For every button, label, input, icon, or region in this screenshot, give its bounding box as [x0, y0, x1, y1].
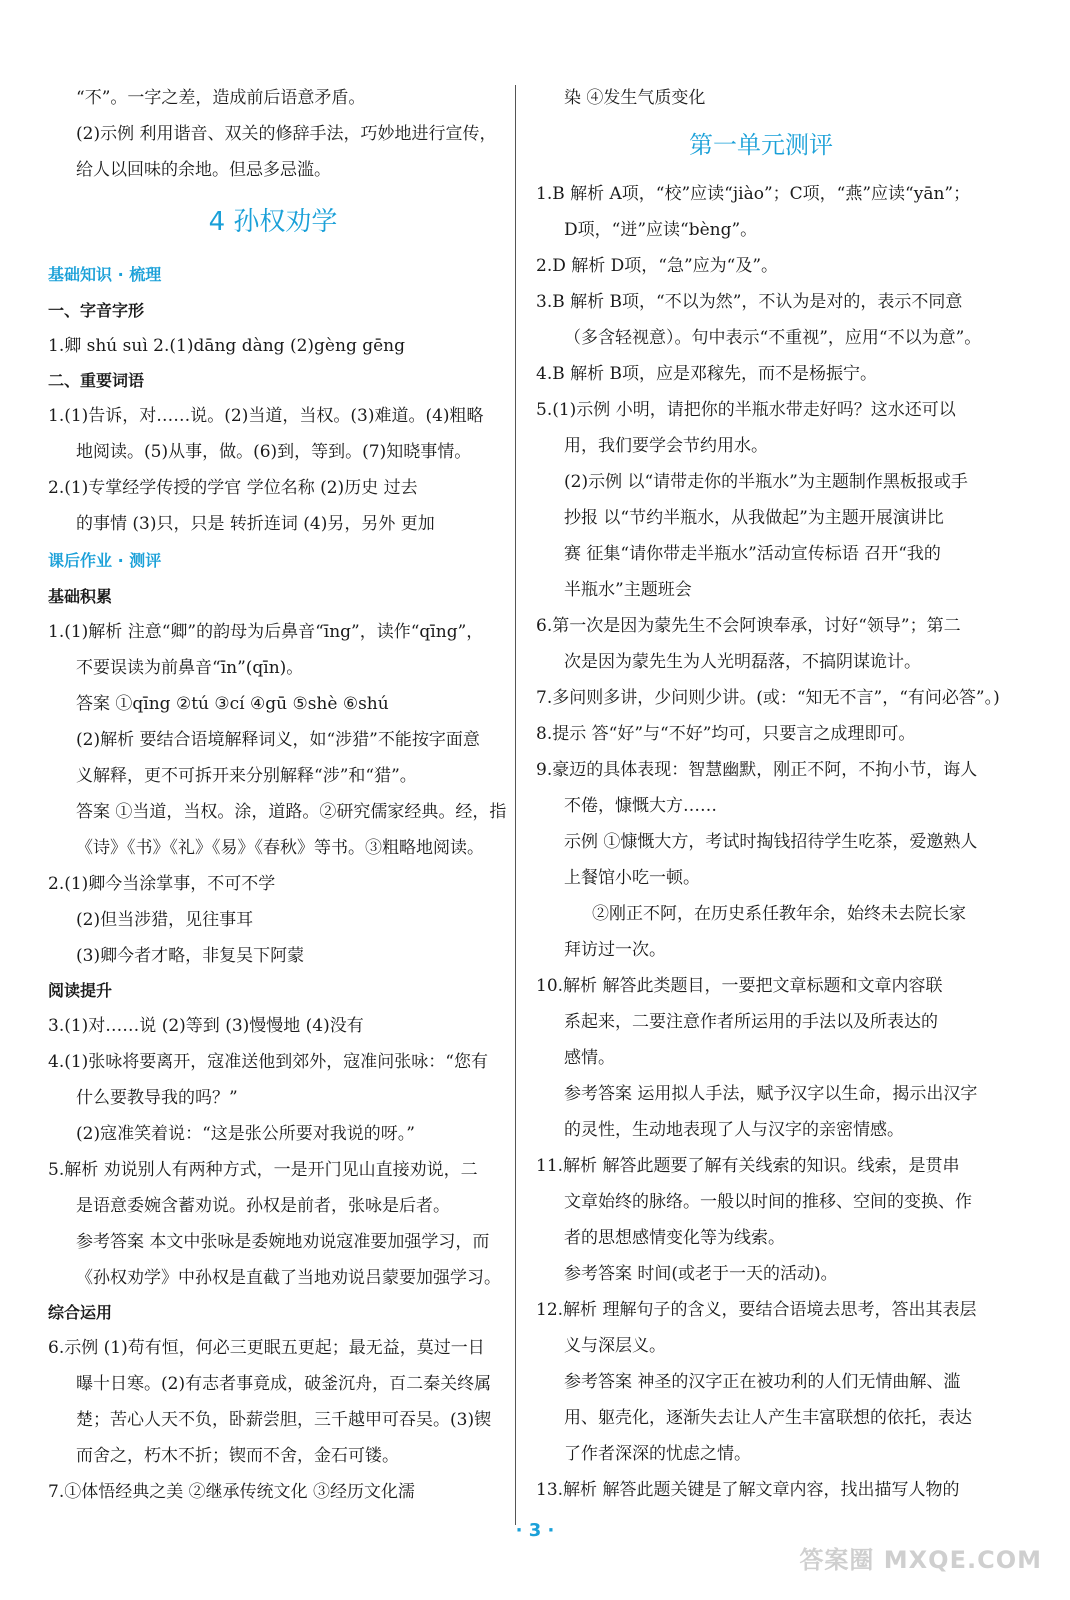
watermark: 答案圈 MXQE.COM [799, 1546, 1042, 1574]
text-line: 染 ④发生气质变化 [564, 88, 706, 108]
text-line: (2)解析 要结合语境解释词义，如“涉猎”不能按字面意 [76, 730, 480, 750]
text-line: 是语意委婉含蓄劝说。孙权是前者，张咏是后者。 [76, 1196, 450, 1216]
text-line: 系起来，二要注意作者所运用的手法以及所表达的 [564, 1012, 938, 1032]
text-line: 文章始终的脉络。一般以时间的推移、空间的变换、作 [564, 1192, 972, 1212]
text-line: (2)示例 以“请带走你的半瓶水”为主题制作黑板报或手 [564, 472, 968, 492]
text-line: 的灵性，生动地表现了人与汉字的亲密情感。 [564, 1120, 904, 1140]
text-line: 8.提示 答“好”与“不好”均可，只要言之成理即可。 [536, 724, 916, 744]
text-line: 用，我们要学会节约用水。 [564, 436, 768, 456]
text-line: 参考答案 本文中张咏是委婉地劝说寇准要加强学习，而 [76, 1232, 490, 1252]
text-line: 《诗》《书》《礼》《易》《春秋》等书。③粗略地阅读。 [76, 838, 484, 858]
text-line: (2)寇准笑着说：“这是张公所要对我说的呀。” [76, 1124, 415, 1144]
text-line: D项，“迸”应读“bèng”。 [564, 220, 758, 240]
text-line: 5.(1)示例 小明，请把你的半瓶水带走好吗？这水还可以 [536, 400, 956, 420]
section-heading: 二、重要词语 [48, 371, 145, 390]
right-column [536, 0, 1000, 1508]
text-line: 感情。 [564, 1048, 615, 1068]
text-line: 而舍之，朽木不折；锲而不舍，金石可镂。 [76, 1446, 399, 1466]
text-line: 1.卿 shú suì 2.(1)dāng dàng (2)gèng gēng [48, 336, 405, 356]
page-number: · 3 · [515, 1520, 555, 1541]
text-line: 11.解析 解答此题要了解有关线索的知识。线索，是贯串 [536, 1156, 960, 1176]
text-line: 2.D 解析 D项，“急”应为“及”。 [536, 256, 779, 276]
lesson-title: 4 孙权劝学 [208, 207, 338, 237]
text-line: 1.(1)解析 注意“卿”的韵母为后鼻音“īng”，读作“qīng”， [48, 622, 484, 642]
text-line: 答案 ①qīng ②tú ③cí ④gū ⑤shè ⑥shú [76, 694, 389, 714]
text-line: 6.第一次是因为蒙先生不会阿谀奉承，讨好“领导”；第二 [536, 616, 961, 636]
text-line: 4.B 解析 B项，应是邓稼先，而不是杨振宁。 [536, 364, 878, 384]
section-heading: 基础积累 [48, 587, 113, 606]
text-line: 者的思想感情变化等为线索。 [564, 1228, 785, 1248]
text-line: 参考答案 神圣的汉字正在被功利的人们无情曲解、滥 [564, 1372, 961, 1392]
text-line: 赛 征集“请你带走半瓶水”活动宣传标语 召开“我的 [564, 544, 941, 564]
text-line: 拜访过一次。 [564, 940, 666, 960]
text-line: 楚；苦心人天不负，卧薪尝胆，三千越甲可吞吴。(3)锲 [76, 1410, 492, 1430]
text-line: 3.B 解析 B项，“不以为然”，不认为是对的，表示不同意 [536, 292, 963, 312]
text-line: 不要误读为前鼻音“īn”(qīn)。 [76, 658, 304, 678]
text-line: 7.①体悟经典之美 ②继承传统文化 ③经历文化濡 [48, 1482, 416, 1502]
text-line: 抄报 以“节约半瓶水，从我做起”为主题开展演讲比 [564, 508, 944, 528]
column-divider [515, 85, 516, 1525]
text-line: 上餐馆小吃一顿。 [564, 868, 700, 888]
text-line: 参考答案 时间(或老于一天的活动)。 [564, 1264, 838, 1284]
text-line: 13.解析 解答此题关键是了解文章内容，找出描写人物的 [536, 1480, 960, 1500]
text-line: 什么要教导我的吗？” [76, 1088, 238, 1108]
text-line: (3)卿今者才略，非复吴下阿蒙 [76, 946, 305, 966]
left-column [48, 0, 507, 1510]
text-line: (2)示例 利用谐音、双关的修辞手法，巧妙地进行宣传， [76, 124, 497, 144]
section-heading: 阅读提升 [48, 981, 113, 1000]
text-line: (2)但当涉猎，见往事耳 [76, 910, 254, 930]
text-line: 2.(1)专掌经学传授的学官 学位名称 (2)历史 过去 [48, 478, 418, 498]
text-line: 义与深层义。 [564, 1336, 666, 1356]
text-line: 义解释，更不可拆开来分别解释“涉”和“猎”。 [76, 766, 417, 786]
text-line: 1.B 解析 A项，“校”应读“jiào”；C项，“燕”应读“yān”； [536, 184, 971, 204]
text-line: 给人以回味的余地。但忌多忌滥。 [76, 160, 331, 180]
text-line: 了作者深深的忧虑之情。 [564, 1444, 751, 1464]
text-line: 次是因为蒙先生为人光明磊落，不搞阴谋诡计。 [564, 652, 921, 672]
text-line: 地阅读。(5)从事，做。(6)到，等到。(7)知晓事情。 [76, 442, 472, 462]
unit-title: 第一单元测评 [689, 131, 833, 159]
section-heading: 一、字音字形 [48, 301, 145, 320]
text-line: 5.解析 劝说别人有两种方式，一是开门见山直接劝说，二 [48, 1160, 478, 1180]
text-line: 《孙权劝学》中孙权是直截了当地劝说吕蒙要加强学习。 [76, 1268, 501, 1288]
text-line: ②刚正不阿，在历史系任教年余，始终未去院长家 [592, 904, 966, 924]
text-line: 半瓶水”主题班会 [564, 580, 692, 600]
section-heading-blue: 课后作业 · 测评 [48, 551, 162, 570]
text-line: 10.解析 解答此类题目，一要把文章标题和文章内容联 [536, 976, 943, 996]
text-line: 2.(1)卿今当涂掌事，不可不学 [48, 874, 276, 894]
text-line: 答案 ①当道，当权。涂，道路。②研究儒家经典。经，指 [76, 802, 507, 822]
text-line: 12.解析 理解句子的含义，要结合语境去思考，答出其表层 [536, 1300, 977, 1320]
text-line: 3.(1)对……说 (2)等到 (3)慢慢地 (4)没有 [48, 1016, 364, 1036]
text-line: “不”。一字之差，造成前后语意矛盾。 [76, 88, 366, 108]
text-line: 参考答案 运用拟人手法，赋予汉字以生命，揭示出汉字 [564, 1084, 978, 1104]
text-line: 曝十日寒。(2)有志者事竟成，破釜沉舟，百二秦关终属 [76, 1374, 492, 1394]
text-line: 4.(1)张咏将要离开，寇准送他到郊外，寇准问张咏：“您有 [48, 1052, 488, 1072]
text-line: （多含轻视意）。句中表示“不重视”，应用“不以为意”。 [564, 328, 982, 348]
text-line: 示例 ①慷慨大方，考试时掏钱招待学生吃茶，爱邀熟人 [564, 832, 978, 852]
text-line: 6.示例 (1)苟有恒，何必三更眠五更起；最无益，莫过一日 [48, 1338, 485, 1358]
text-line: 9.豪迈的具体表现：智慧幽默，刚正不阿，不拘小节，诲人 [536, 760, 978, 780]
text-line: 不倦，慷慨大方…… [564, 796, 717, 816]
text-line: 的事情 (3)只，只是 转折连词 (4)另，另外 更加 [76, 514, 435, 534]
text-line: 7.多问则多讲，少问则少讲。(或：“知无不言”，“有问必答”。) [536, 688, 1000, 708]
text-line: 1.(1)告诉，对……说。(2)当道，当权。(3)难道。(4)粗略 [48, 406, 484, 426]
section-heading-blue: 基础知识 · 梳理 [48, 265, 162, 284]
section-heading: 综合运用 [48, 1303, 113, 1322]
text-line: 用、躯壳化，逐渐失去让人产生丰富联想的依托，表达 [564, 1408, 972, 1428]
